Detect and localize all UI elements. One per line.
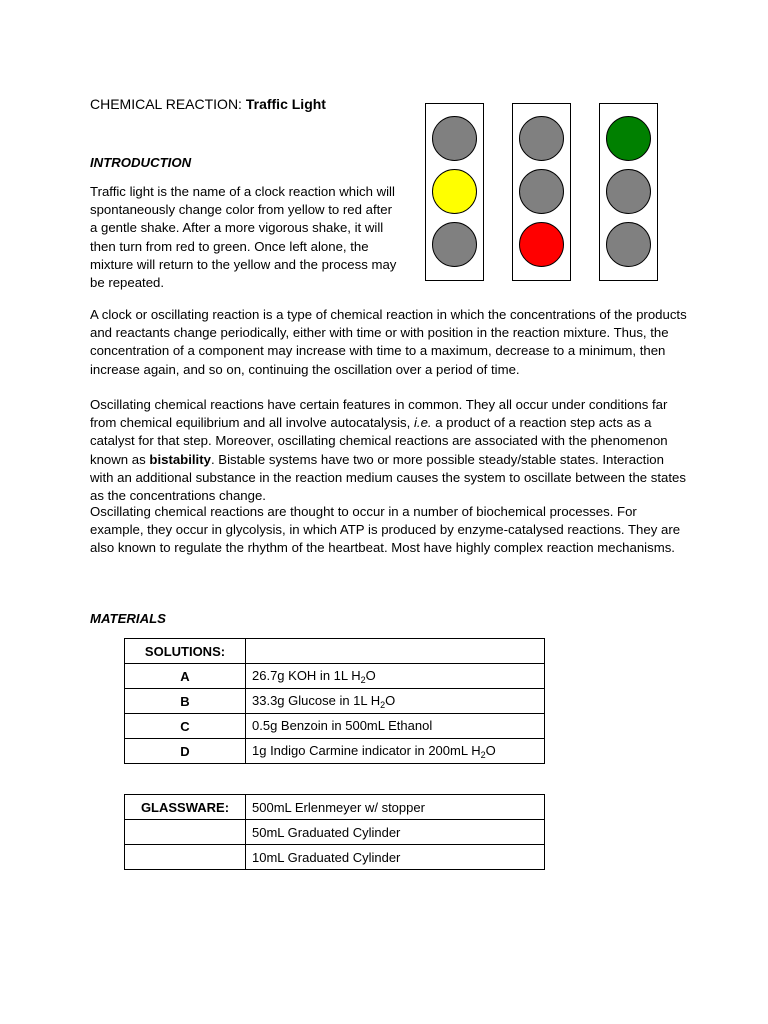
table-row bbox=[125, 739, 545, 764]
solution-label: C bbox=[125, 714, 246, 739]
table-cell bbox=[125, 820, 246, 845]
solution-label: A bbox=[125, 664, 246, 689]
table-row bbox=[125, 714, 545, 739]
table-row bbox=[125, 795, 545, 820]
paragraph-biochemical: Oscillating chemical reactions are thought to occur in a number of biochemical processes. For example, they occur in glycolysis, in which ATP is produced by enzyme-catalysed reactions. They are also known to regulate the rhythm of the heartbeat. Most have highly complex reaction mechanisms. bbox=[90, 504, 681, 556]
title-prefix: CHEMICAL REACTION: bbox=[90, 96, 242, 112]
lamp-top bbox=[432, 116, 477, 161]
p2-bistability-term: bistability bbox=[149, 451, 211, 467]
solution-description: 26.7g KOH in 1L $H_2O$ bbox=[246, 664, 545, 689]
page-title bbox=[90, 96, 326, 112]
glassware-header: GLASSWARE: bbox=[125, 795, 246, 820]
lamp-middle bbox=[432, 169, 477, 214]
table-row bbox=[125, 820, 545, 845]
glassware-item: 50mL Graduated Cylinder bbox=[246, 820, 545, 845]
glassware-table bbox=[124, 794, 545, 870]
materials-heading: MATERIALS bbox=[90, 611, 166, 626]
paragraph-oscillating-definition: A clock or oscillating reaction is a type of chemical reaction in which the concentrations of the products and reactants change periodically, either with time or with position in the reaction mixture. Thus, the concentration of a component may increase with time to a maximum, decrease to a minimum, then increase again, and so on, continuing the oscillation over a period of time. bbox=[90, 307, 687, 377]
paragraph-common-features bbox=[90, 396, 690, 505]
solution-label: B bbox=[125, 689, 246, 714]
lamp-bottom bbox=[432, 222, 477, 267]
p2-after-ie: a product of a reaction step acts as a catalyst for that step. Moreover, oscillating chemical reactions are associated with the phenomenon known as bbox=[90, 415, 668, 467]
solutions-header: SOLUTIONS: bbox=[125, 639, 246, 664]
lamp-top bbox=[519, 116, 564, 161]
lamp-top bbox=[606, 116, 651, 161]
solution-description: 1g Indigo Carmine indicator in 200mL $H_2O$ bbox=[246, 739, 545, 764]
table-cell bbox=[246, 639, 545, 664]
lamp-middle bbox=[606, 169, 651, 214]
p2-before-ie: Oscillating chemical reactions have certain features in common. They all occur under conditions far from chemical equilibrium and all involve autocatalysis, bbox=[90, 397, 668, 431]
title-suffix: Traffic Light bbox=[245, 96, 326, 112]
solution-description: 33.3g Glucose in 1L $H_2O$ bbox=[246, 689, 545, 714]
solution-description: 0.5g Benzoin in 500mL Ethanol bbox=[246, 714, 545, 739]
glassware-item: 500mL Erlenmeyer w/ stopper bbox=[246, 795, 545, 820]
table-row bbox=[125, 639, 545, 664]
introduction-heading: INTRODUCTION bbox=[90, 155, 192, 170]
table-row bbox=[125, 689, 545, 714]
table-cell bbox=[125, 845, 246, 870]
table-row bbox=[125, 845, 545, 870]
lamp-bottom bbox=[519, 222, 564, 267]
table-row bbox=[125, 664, 545, 689]
lamp-bottom bbox=[606, 222, 651, 267]
introduction-text: Traffic light is the name of a clock reaction which will spontaneously change color from yellow to red after a gentle shake. After a more vigorous shake, it will then turn from red to green. Once left alone, the mixture will return to the yellow and the process may be repeated. bbox=[90, 184, 397, 291]
traffic-light-green-state bbox=[599, 103, 658, 281]
solutions-table bbox=[124, 638, 545, 764]
solution-label: D bbox=[125, 739, 246, 764]
lamp-middle bbox=[519, 169, 564, 214]
traffic-light-red-state bbox=[512, 103, 571, 281]
traffic-light-yellow-state bbox=[425, 103, 484, 281]
p2-ie: i.e. bbox=[413, 415, 432, 431]
glassware-item: 10mL Graduated Cylinder bbox=[246, 845, 545, 870]
p2-end: . Bistable systems have two or more possible steady/stable states. Interaction with an additional substance in the reaction medium causes the system to oscillate between the states as the concentrations change. bbox=[90, 451, 686, 504]
